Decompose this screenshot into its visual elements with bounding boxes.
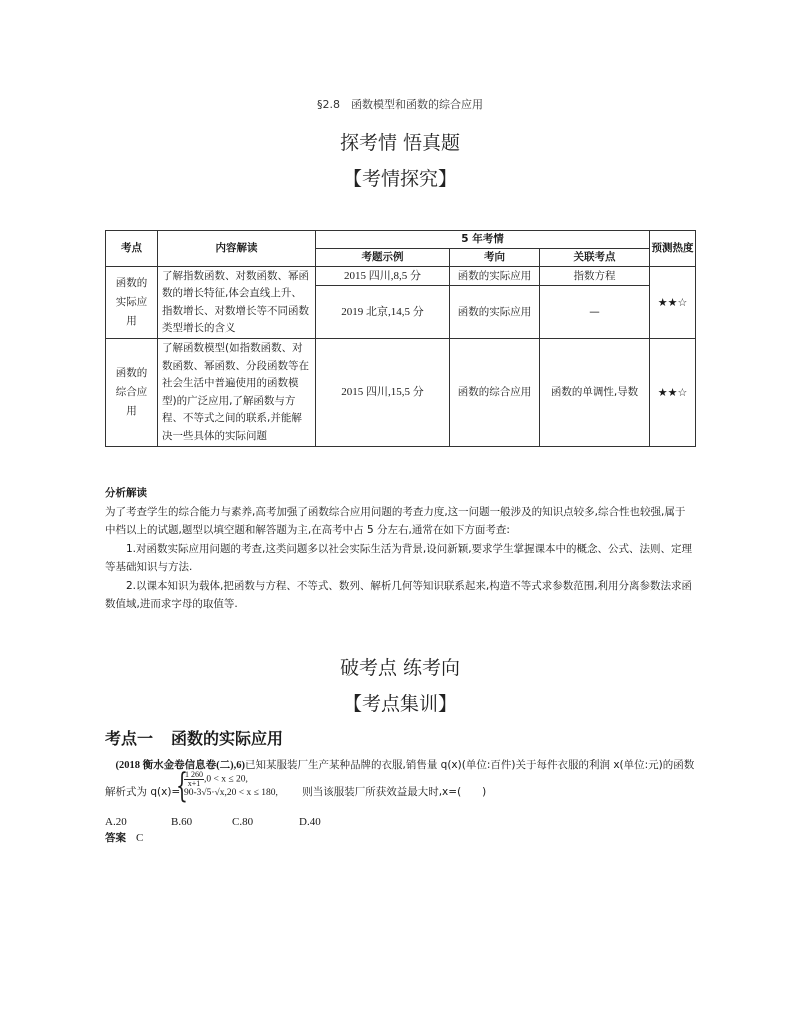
row2-kaoxiang: 函数的综合应用 (450, 339, 540, 447)
analysis-paragraph-1: 为了考查学生的综合能力与素养,高考加强了函数综合应用问题的考查力度,这一问题一般涉及的知识点较多,综合性也较强,属于中档以上的试题,题型以填空题和解答题为主,在高考中占 5 分左右,通常在如下方面考查: (105, 505, 686, 536)
row2-kaodian: 函数的综合应用 (106, 339, 158, 447)
kaodian1-title (105, 726, 283, 749)
fraction: $\frac{1 260}{x+1}$ (185, 770, 203, 788)
piecewise-function (176, 766, 306, 806)
option-b: B.60 (171, 816, 193, 828)
header-kaodian: 考点 (106, 231, 158, 267)
row2-redu: ★★☆ (650, 339, 696, 447)
problem-source: (2018 衡水金卷信息卷(二),6) (115, 760, 245, 771)
kaoqing-heading: 【考情探究】 (342, 168, 457, 190)
header-neirong: 内容解读 (158, 231, 316, 267)
analysis-title: 分析解读 (105, 487, 147, 499)
piece-2: 90-3√5·√x,20 < x ≤ 180, (184, 788, 278, 798)
section2-heading: 破考点 练考向 (339, 657, 461, 679)
option-d: D.40 (299, 816, 321, 828)
analysis-paragraph-2: 1.对函数实际应用问题的考查,这类问题多以社会实际生活为背景,设问新颖,要求学生掌握课本中的概念、公式、法则、定理等基础知识与方法. (105, 542, 693, 573)
row1-kaoxiang-2: 函数的实际应用 (450, 286, 540, 339)
main-heading: 探考情 悟真题 (339, 132, 461, 154)
row1-guanlian-2: — (540, 286, 650, 339)
piece-1: $\frac{1 260}{x+1}$ ,0 < x ≤ 20, (185, 770, 248, 788)
row1-shili-1: 2015 四川,8,5 分 (316, 267, 450, 286)
brace-symbol: { (176, 766, 188, 806)
header-wunian: 5 年考情 (316, 231, 650, 249)
analysis-section (105, 484, 695, 614)
row1-kaodian: 函数的实际应用 (106, 267, 158, 339)
row2-guanlian: 函数的单调性,导数 (540, 339, 650, 447)
problem-text-2-pre: 解析式为 q(x)= (105, 786, 181, 798)
answer-label: 答案 (105, 832, 126, 844)
row1-guanlian-1: 指数方程 (540, 267, 650, 286)
row2-neirong: 了解函数模型(如指数函数、对数函数、幂函数、分段函数等在社会生活中普遍使用的函数模型)的广泛应用,了解函数与方程、不等式之间的联系,并能解决一些具体的实际问题 (158, 339, 316, 447)
option-c: C.80 (232, 816, 254, 828)
header-redu: 预测热度 (650, 231, 696, 267)
section-header: §2.8 函数模型和函数的综合应用 (317, 98, 483, 111)
problem-text-1: 已知某服装厂生产某种品牌的衣服,销售量 q(x)(单位:百件)关于每件衣服的利润 x(单位:元)的函数 (245, 759, 695, 771)
kaodian-jixun-heading: 【考点集训】 (342, 693, 457, 715)
header-kaoxiang: 考向 (450, 249, 540, 267)
problem-text-2-post: 则当该服装厂所获效益最大时,x=( ) (302, 786, 487, 798)
option-a: A.20 (105, 816, 127, 828)
options (105, 813, 705, 831)
analysis-paragraph-3: 2.以课本知识为载体,把函数与方程、不等式、数列、解析几何等知识联系起来,构造不等式求参数范围,利用分离参数法求函数值域,进而求字母的取值等. (105, 579, 693, 610)
header-shili: 考题示例 (316, 249, 450, 267)
row2-shili: 2015 四川,15,5 分 (316, 339, 450, 447)
kaodian1-name: 函数的实际应用 (171, 729, 284, 748)
answer-line (105, 830, 143, 845)
row1-neirong: 了解指数函数、对数函数、幂函数的增长特征,体会直线上升、指数增长、对数增长等不同函数类型增长的含义 (158, 267, 316, 339)
kaoqing-table (105, 230, 696, 447)
answer-value: C (136, 832, 144, 844)
row1-kaoxiang-1: 函数的实际应用 (450, 267, 540, 286)
header-guanlian: 关联考点 (540, 249, 650, 267)
kaodian1-label: 考点一 (105, 729, 154, 748)
row1-shili-2: 2019 北京,14,5 分 (316, 286, 450, 339)
row1-redu: ★★☆ (650, 267, 696, 339)
